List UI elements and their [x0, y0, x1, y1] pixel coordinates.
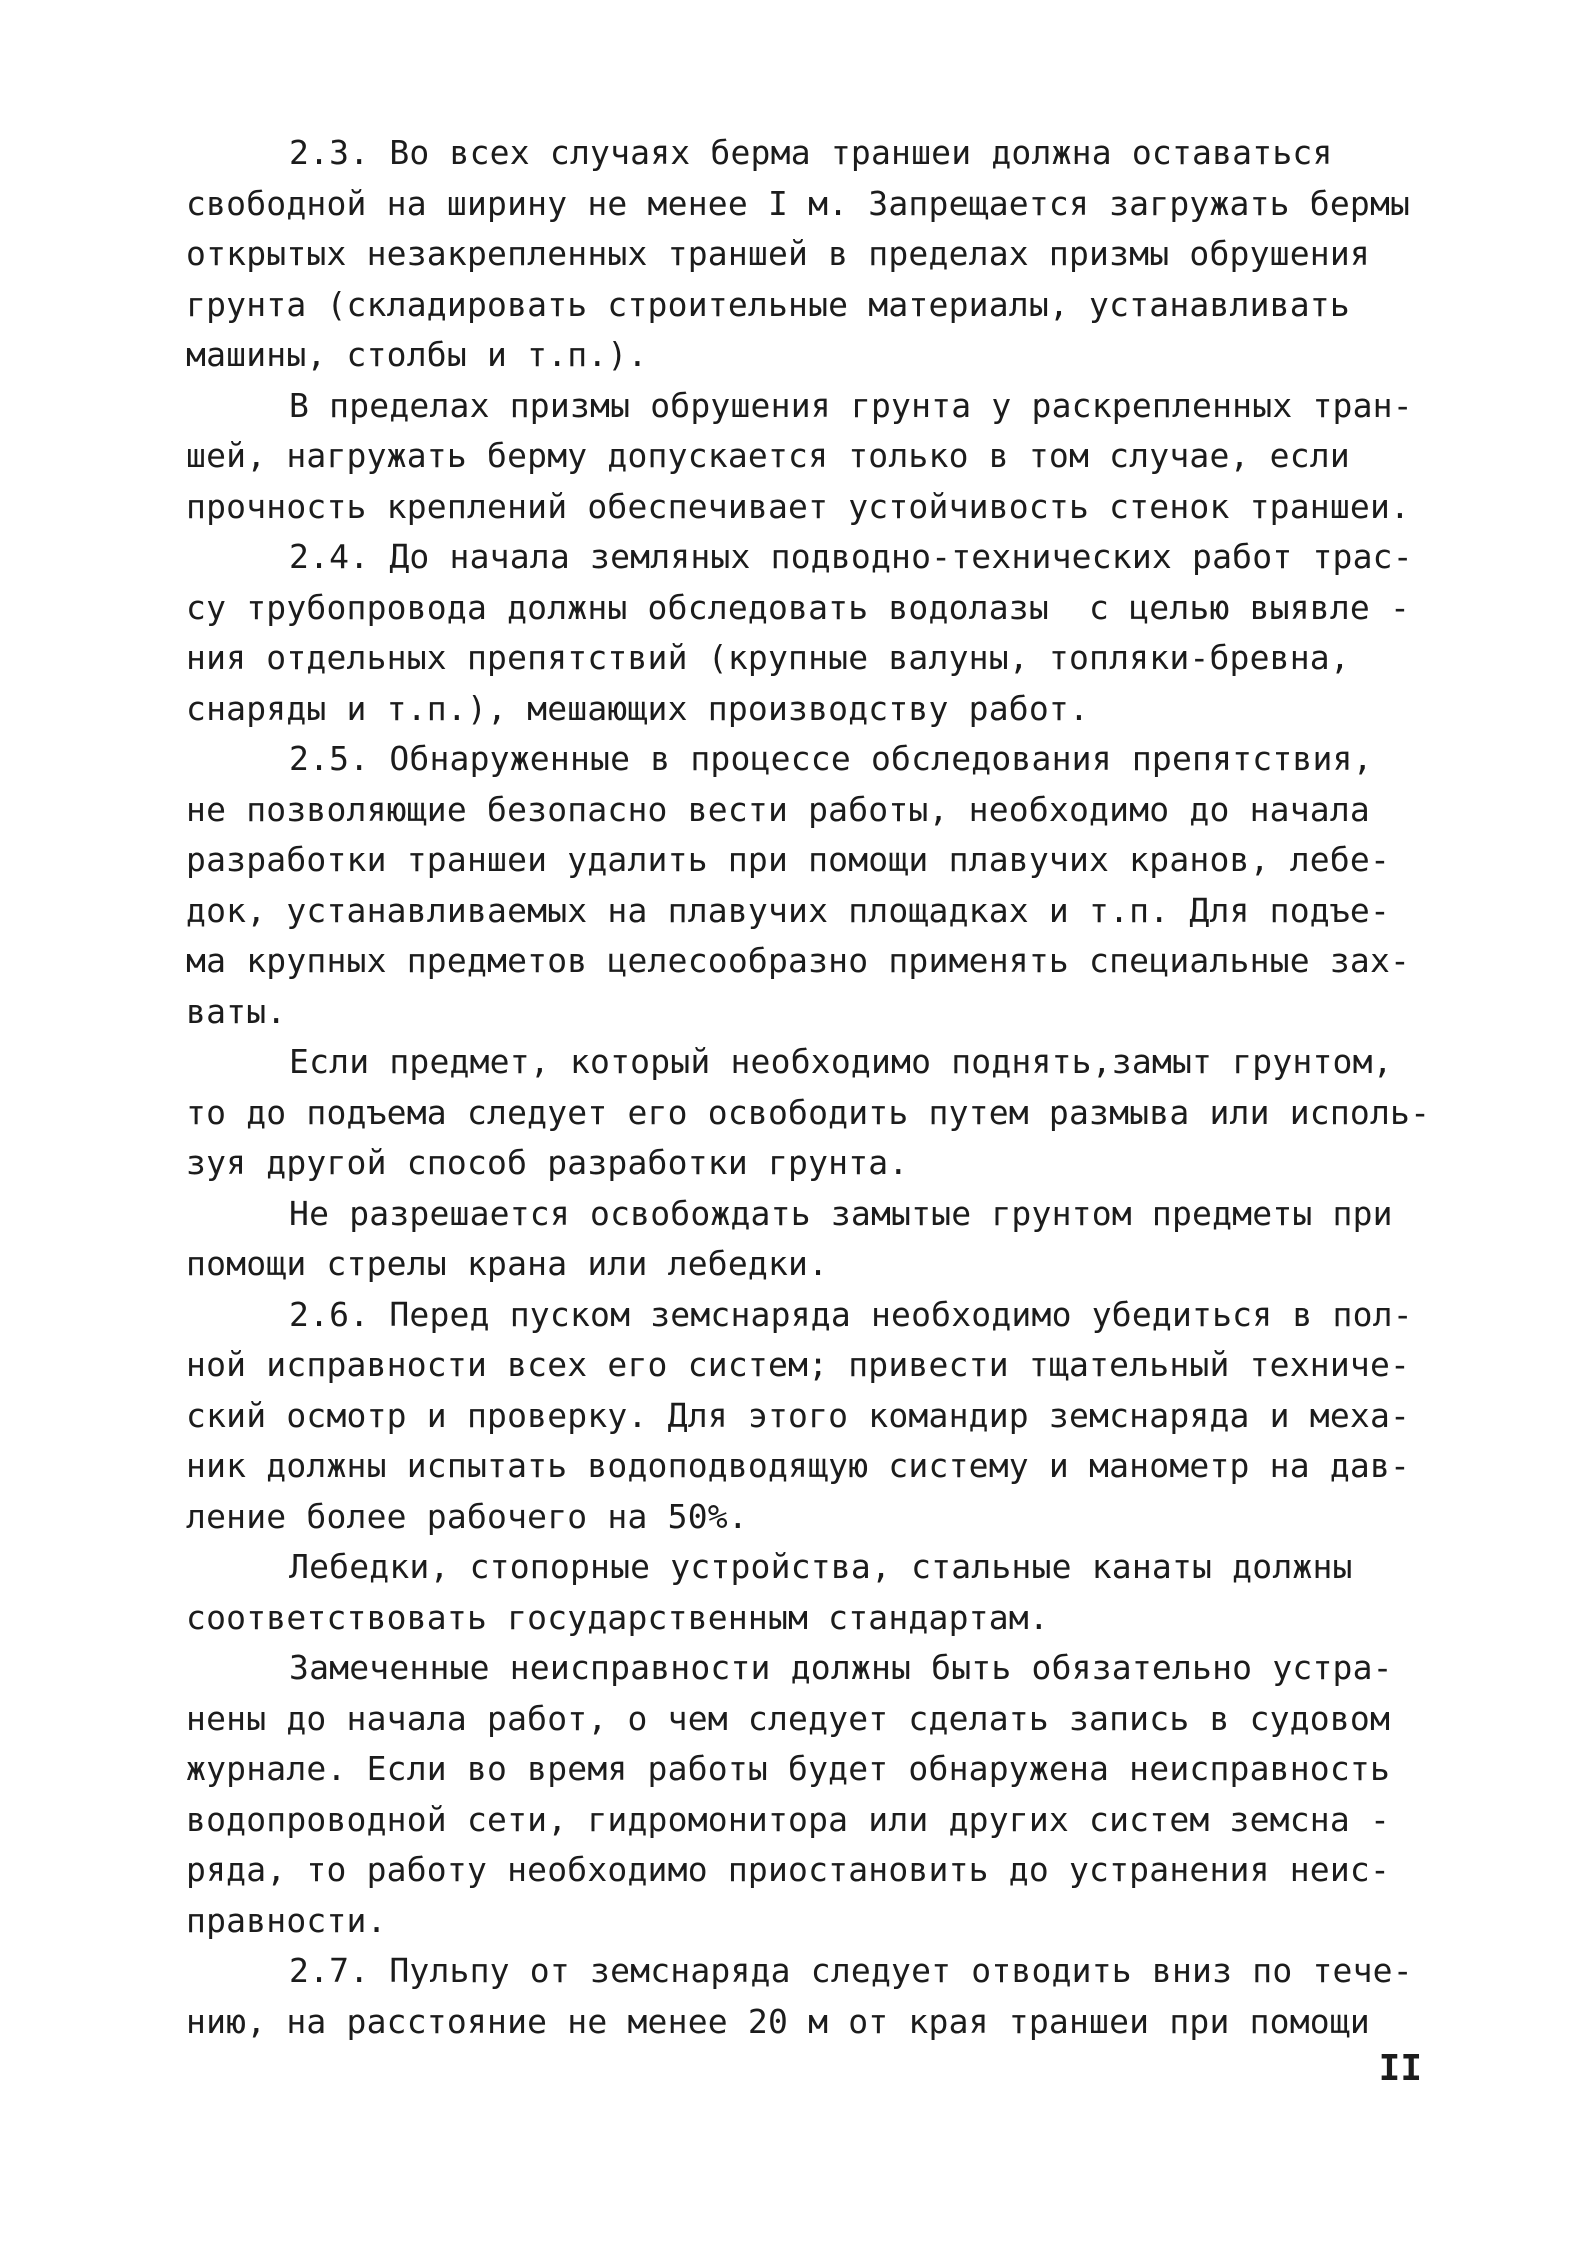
text-line: водопроводной сети, гидромонитора или других систем земсна - — [186, 1799, 1391, 1839]
text-line: 2.7. Пульпу от земснаряда следует отводить вниз по тече- — [289, 1951, 1413, 1990]
text-line: 2.4. До начала земляных подводно-технических работ трас- — [289, 537, 1413, 576]
text-line: ваты. — [186, 991, 287, 1031]
text-line: не позволяющие безопасно вести работы, необходимо до начала — [186, 789, 1370, 829]
text-line: ский осмотр и проверку. Для этого командир земснаряда и меха- — [186, 1395, 1411, 1435]
text-line: 2.5. Обнаруженные в процессе обследования препятствия, — [289, 739, 1373, 778]
text-line: журнале. Если во время работы будет обнаружена неисправность — [186, 1749, 1391, 1788]
text-line: открытых незакрепленных траншей в пределах призмы обрушения — [186, 234, 1370, 273]
text-line: нию, на расстояние не менее 20 м от края траншеи при помощи — [186, 2001, 1370, 2041]
text-line: Не разрешается освобождать замытые грунтом предметы при — [289, 1193, 1393, 1233]
text-line: соответствовать государственным стандартам. — [186, 1597, 1049, 1637]
text-line: помощи стрелы крана или лебедки. — [186, 1244, 829, 1283]
text-line: 2.3. Во всех случаях берма траншеи должна оставаться — [289, 133, 1333, 172]
text-line: нены до начала работ, о чем следует сделать запись в судовом — [186, 1698, 1391, 1738]
page-number: II — [1378, 2048, 1422, 2089]
text-line: ление более рабочего на 50%. — [186, 1496, 748, 1536]
text-line: свободной на ширину не менее I м. Запрещается загружать бермы — [186, 183, 1411, 223]
text-line: грунта (складировать строительные материалы, устанавливать — [186, 284, 1350, 324]
text-line: машины, столбы и т.п.). — [186, 335, 648, 374]
text-line: док, устанавливаемых на плавучих площадках и т.п. Для подъе- — [186, 890, 1391, 930]
text-line: прочность креплений обеспечивает устойчивость стенок траншеи. — [186, 486, 1411, 526]
text-line: Если предмет, который необходимо поднять,замыт грунтом, — [289, 1042, 1393, 1081]
text-line: ния отдельных препятствий (крупные валуны, топляки-бревна, — [186, 638, 1350, 677]
text-line: снаряды и т.п.), мешающих производству работ. — [186, 688, 1090, 728]
text-line: шей, нагружать берму допускается только в том случае, если — [186, 436, 1350, 475]
text-line: Лебедки, стопорные устройства, стальные канаты должны — [289, 1547, 1353, 1586]
text-line: то до подъема следует его освободить путем размыва или исполь- — [186, 1092, 1431, 1132]
text-line: Замеченные неисправности должны быть обязательно устра- — [289, 1648, 1393, 1687]
body-text — [186, 128, 1431, 2047]
text-line: В пределах призмы обрушения грунта у раскрепленных тран- — [289, 385, 1413, 425]
text-line: правности. — [186, 1900, 387, 1940]
text-line: зуя другой способ разработки грунта. — [186, 1143, 909, 1182]
text-line: 2.6. Перед пуском земснаряда необходимо убедиться в пол- — [289, 1294, 1413, 1334]
text-line: ник должны испытать водоподводящую систему и манометр на дав- — [186, 1446, 1411, 1485]
text-line: ма крупных предметов целесообразно применять специальные зах- — [186, 941, 1411, 980]
text-line: ряда, то работу необходимо приостановить до устранения неис- — [186, 1850, 1391, 1889]
text-line: разработки траншеи удалить при помощи плавучих кранов, лебе- — [186, 840, 1391, 879]
text-line: су трубопровода должны обследовать водолазы с целью выявле - — [186, 587, 1411, 627]
text-line: ной исправности всех его систем; привести тщательный техниче- — [186, 1345, 1411, 1384]
